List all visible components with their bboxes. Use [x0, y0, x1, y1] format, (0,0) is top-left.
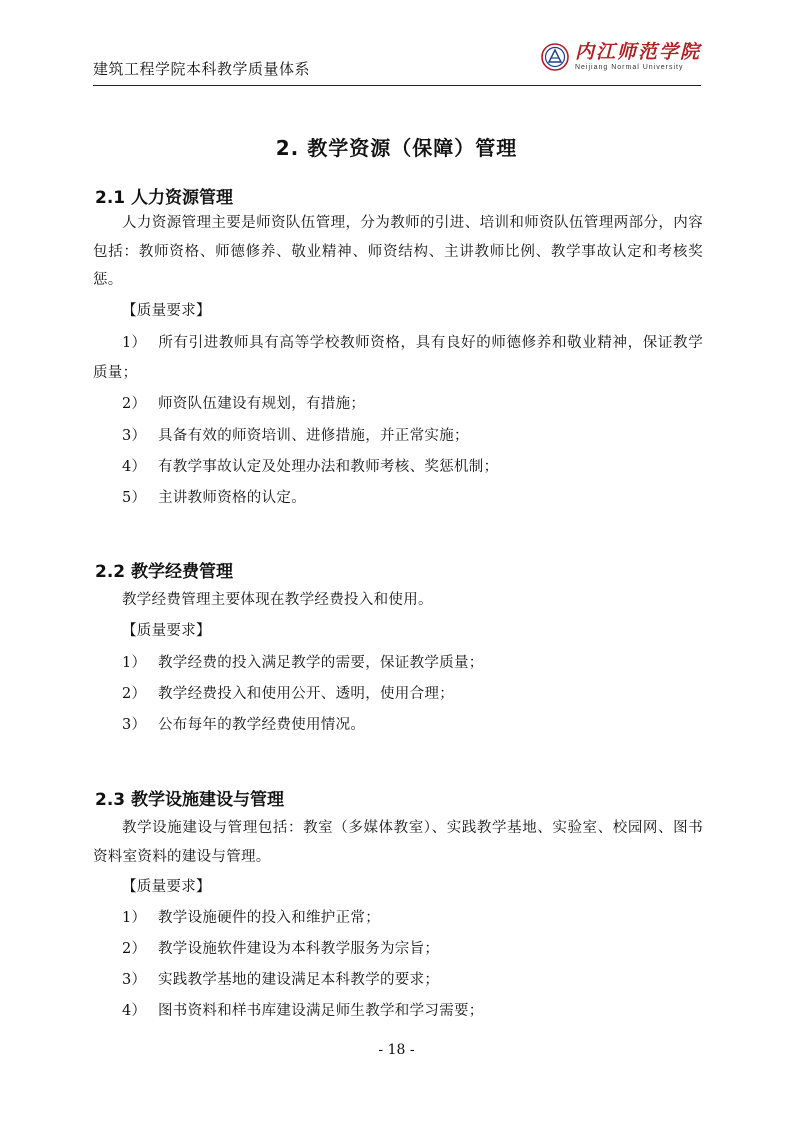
list-item [93, 648, 703, 678]
list-item [93, 483, 703, 513]
logo-text [575, 43, 701, 71]
list-item-number: 3） [122, 972, 147, 988]
list-item-number: 1） [122, 335, 147, 351]
section-2-2-requirements-label: 【质量要求】 [122, 623, 211, 639]
list-item-number: 2） [122, 686, 147, 702]
logo-english-name: Neijiang Normal University [574, 64, 684, 71]
list-item-text: 教学设施硬件的投入和维护正常； [158, 910, 380, 926]
section-2-1-requirements-label: 【质量要求】 [122, 303, 211, 319]
list-item-text: 具备有效的师资培训、进修措施，并正常实施； [158, 428, 469, 444]
logo-chinese-name: 内江师范学院 [574, 41, 701, 63]
list-item-number: 3） [122, 428, 147, 444]
list-item [93, 328, 703, 388]
list-item [93, 389, 703, 419]
list-item-text: 有教学事故认定及处理办法和教师考核、奖惩机制； [158, 459, 499, 475]
list-item-number: 2） [122, 396, 147, 412]
list-item-text: 教学经费投入和使用公开、透明，使用合理； [158, 686, 454, 702]
list-item-text: 主讲教师资格的认定。 [158, 490, 306, 506]
list-item-number: 3） [122, 717, 147, 733]
list-item [93, 996, 703, 1026]
list-item-text: 教学设施软件建设为本科教学服务为宗旨； [158, 941, 440, 957]
list-item-number: 1） [122, 910, 147, 926]
list-item-number: 1） [122, 655, 147, 671]
list-item [93, 903, 703, 933]
list-item [93, 710, 703, 740]
list-item-number: 2） [122, 941, 147, 957]
list-item-number: 4） [122, 1003, 147, 1019]
list-item [93, 965, 703, 995]
page-header [93, 36, 701, 84]
section-2-3-requirements-label: 【质量要求】 [122, 879, 211, 895]
university-seal-icon [541, 43, 569, 71]
section-2-3-intro: 教学设施建设与管理包括：教室（多媒体教室）、实践教学基地、实验室、校园网、图书资料室资料的建设与管理。 [93, 820, 703, 865]
header-title: 建筑工程学院本科教学质量体系 [93, 60, 311, 78]
list-item-text: 教学经费的投入满足教学的需要，保证教学质量； [158, 655, 484, 671]
chapter-title: 2. 教学资源（保障）管理 [275, 136, 518, 160]
section-heading-2-2: 2.2 教学经费管理 [95, 562, 234, 582]
list-item-number: 5） [122, 490, 147, 506]
list-item [93, 679, 703, 709]
list-item-text: 公布每年的教学经费使用情况。 [158, 717, 366, 733]
list-item [93, 452, 703, 482]
section-heading-2-1: 2.1 人力资源管理 [95, 188, 234, 208]
section-heading-2-3: 2.3 教学设施建设与管理 [95, 790, 285, 810]
list-item-text: 所有引进教师具有高等学校教师资格，具有良好的师德修养和敬业精神，保证教学质量； [93, 335, 703, 381]
list-item-text: 师资队伍建设有规划，有措施； [158, 396, 366, 412]
university-logo [541, 42, 701, 72]
section-2-1-intro: 人力资源管理主要是师资队伍管理，分为教师的引进、培训和师资队伍管理两部分，内容包括：教师资格、师德修养、敬业精神、师资结构、主讲教师比例、教学事故认定和考核奖惩。 [93, 215, 703, 288]
header-divider [93, 85, 701, 86]
list-item-number: 4） [122, 459, 147, 475]
list-item-text: 实践教学基地的建设满足本科教学的要求； [158, 972, 440, 988]
section-2-2-intro: 教学经费管理主要体现在教学经费投入和使用。 [122, 592, 433, 608]
list-item [93, 421, 703, 451]
page-number: - 18 - [378, 1042, 415, 1058]
list-item [93, 934, 703, 964]
list-item-text: 图书资料和样书库建设满足师生教学和学习需要； [158, 1003, 484, 1019]
